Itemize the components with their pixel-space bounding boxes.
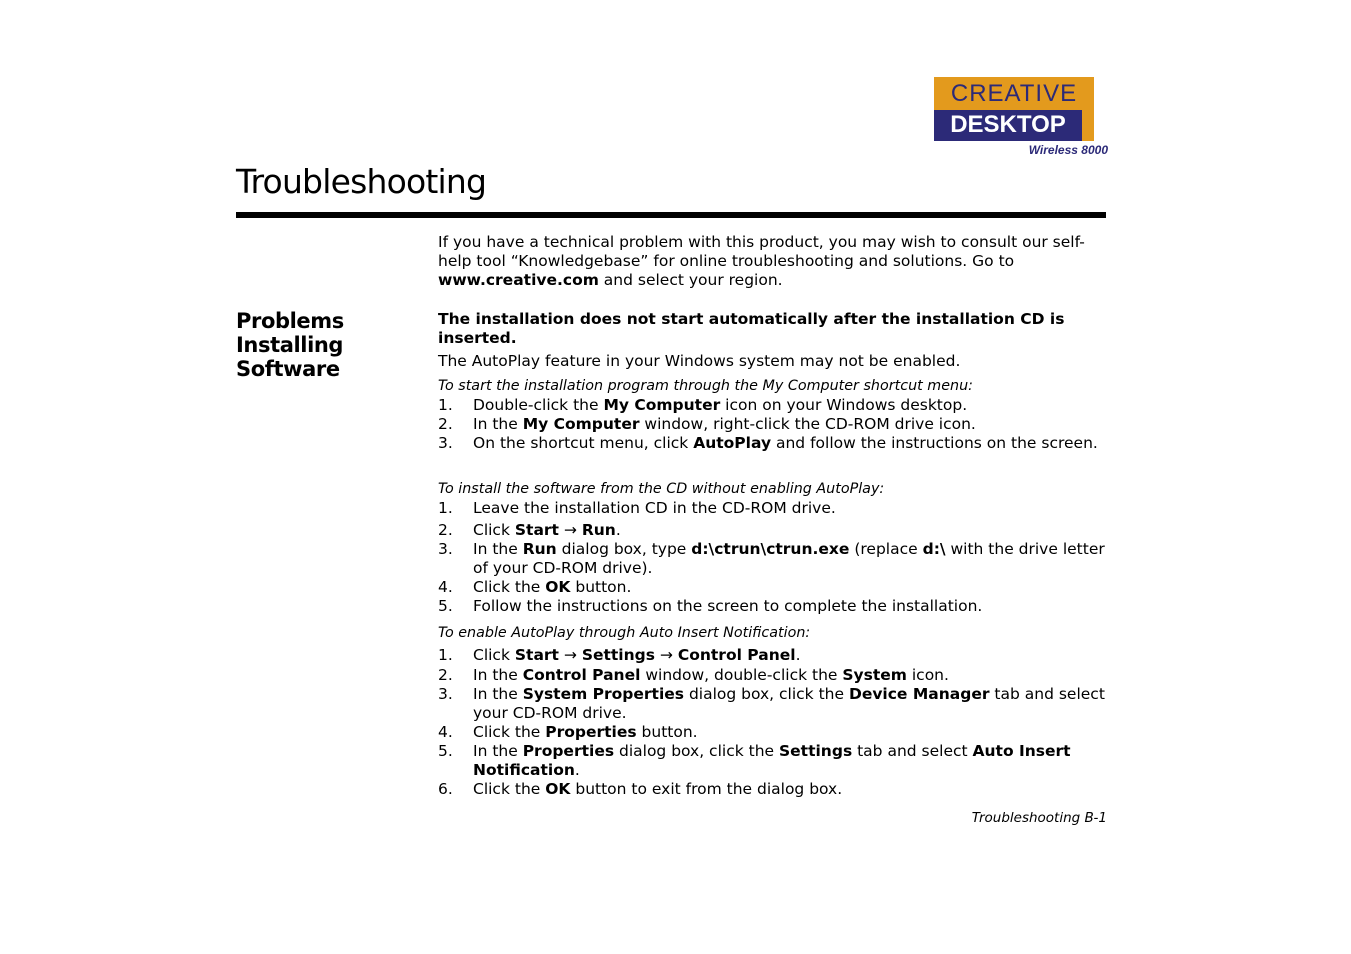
procedure-caption: To enable AutoPlay through Auto Insert Notification: [438, 625, 811, 641]
problem-description: The AutoPlay feature in your Windows system may not be enabled. [438, 352, 961, 370]
section-heading: Problems Installing Software [236, 309, 344, 381]
website-link[interactable]: www.creative.com [438, 271, 599, 289]
intro-text-2: and select your region. [598, 271, 783, 289]
page-title: Troubleshooting [236, 162, 487, 201]
logo-product: DESKTOP [950, 111, 1066, 138]
list-item: 1. Leave the installation CD in the CD-ROM drive. [438, 499, 836, 517]
logo-product-bar [934, 110, 1094, 141]
logo-brand-bar [934, 77, 1094, 111]
steps-list [438, 646, 1106, 799]
list-item: 5. In the Properties dialog box, click the Settings tab and select Auto Insert Notification. [438, 742, 1071, 779]
list-item: 2. In the My Computer window, right-click the CD-ROM drive icon. [438, 415, 976, 433]
intro-paragraph [438, 233, 1106, 290]
list-item: 4. Click the Properties button. [438, 723, 698, 741]
steps-list [438, 396, 1106, 453]
list-item: 3. On the shortcut menu, click AutoPlay and follow the instructions on the screen. [438, 434, 1098, 452]
logo-brand: CREATIVE [950, 80, 1078, 107]
problem-heading: The installation does not start automatically after the installation CD is inserted. [438, 310, 1065, 347]
list-item: 1. Click Start → Settings → Control Panel. [438, 646, 801, 664]
procedure-caption: To start the installation program through the My Computer shortcut menu: [438, 378, 973, 394]
list-item: 2. Click Start → Run. [438, 521, 621, 539]
list-item: 3. In the Run dialog box, type d:\ctrun\ctrun.exe (replace d:\ with the drive letter of your CD-ROM drive). [438, 540, 1105, 577]
logo-model: Wireless 8000 [1028, 143, 1108, 157]
list-item: 4. Click the OK button. [438, 578, 632, 596]
list-item: 6. Click the OK button to exit from the dialog box. [438, 780, 843, 798]
logo-accent [1082, 110, 1094, 141]
problem-block [438, 310, 1106, 371]
list-item: 3. In the System Properties dialog box, click the Device Manager tab and select your CD-ROM drive. [438, 685, 1105, 722]
creative-desktop-logo [934, 77, 1108, 161]
title-rule [236, 212, 1106, 218]
steps-list [438, 499, 1106, 616]
list-item: 5. Follow the instructions on the screen to complete the installation. [438, 597, 983, 615]
procedure-without-autoplay [438, 480, 1106, 616]
procedure-caption: To install the software from the CD without enabling AutoPlay: [438, 481, 885, 497]
list-item: 2. In the Control Panel window, double-click the System icon. [438, 666, 949, 684]
page-footer: Troubleshooting B-1 [971, 810, 1107, 826]
intro-text-1: If you have a technical problem with this product, you may wish to consult our self-help tool “Knowledgebase” for online troubleshooting and solutions. Go to [438, 233, 1085, 270]
list-item: 1. Double-click the My Computer icon on your Windows desktop. [438, 396, 968, 414]
procedure-auto-insert-notification [438, 624, 1106, 799]
procedure-my-computer [438, 377, 1106, 453]
